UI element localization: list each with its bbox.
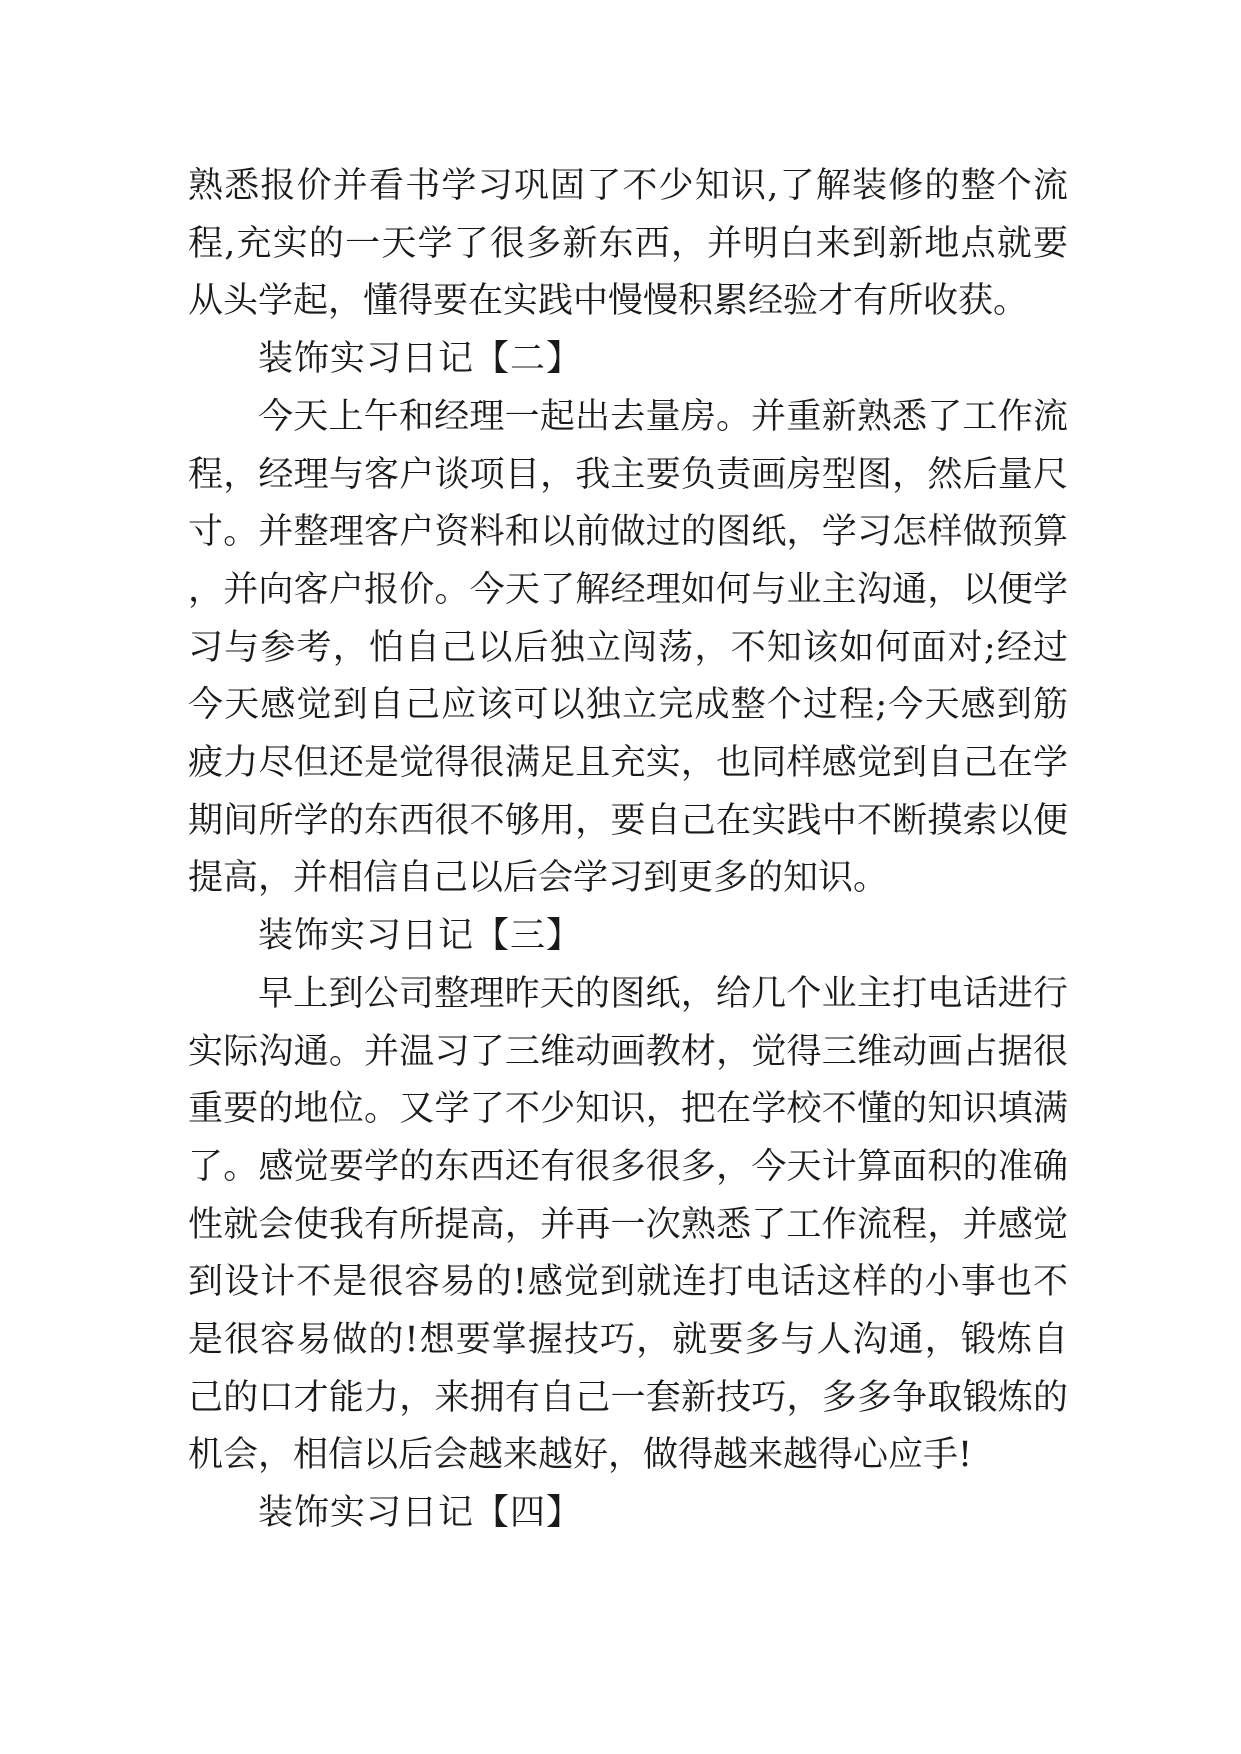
paragraph-continuation: 熟悉报价并看书学习巩固了不少知识,了解装修的整个流程,充实的一天学了很多新东西，并明白来到新地点就要从头学起，懂得要在实践中慢慢积累经验才有所收获。 xyxy=(188,166,1068,322)
paragraph-diary-3: 早上到公司整理昨天的图纸，给几个业主打电话进行实际沟通。并温习了三维动画教材，觉得三维动画占据很重要的地位。又学了不少知识，把在学校不懂的知识填满了。感觉要学的东西还有很多很多，今天计算面积的准确性就会使我有所提高，并再一次熟悉了工作流程，并感觉到设计不是很容易的!感觉到就连打电话这样的小事也不是很容易做的!想要掌握技巧，就要多与人沟通，锻炼自己的口才能力，来拥有自己一套新技巧，多多争取锻炼的机会，相信以后会越来越好，做得越来越得心应手! xyxy=(188,973,1068,1476)
section-heading-2: 装饰实习日记【二】 xyxy=(258,339,583,380)
document-body xyxy=(188,158,1068,1543)
section-heading-3: 装饰实习日记【三】 xyxy=(258,916,583,957)
section-heading-4: 装饰实习日记【四】 xyxy=(258,1493,583,1534)
paragraph-diary-2: 今天上午和经理一起出去量房。并重新熟悉了工作流程，经理与客户谈项目，我主要负责画房型图，然后量尺寸。并整理客户资料和以前做过的图纸，学习怎样做预算，并向客户报价。今天了解经理如何与业主沟通，以便学习与参考，怕自己以后独立闯荡，不知该如何面对;经过今天感觉到自己应该可以独立完成整个过程;今天感到筋疲力尽但还是觉得很满足且充实，也同样感觉到自己在学期间所学的东西很不够用，要自己在实践中不断摸索以便提高，并相信自己以后会学习到更多的知识。 xyxy=(188,396,1068,899)
